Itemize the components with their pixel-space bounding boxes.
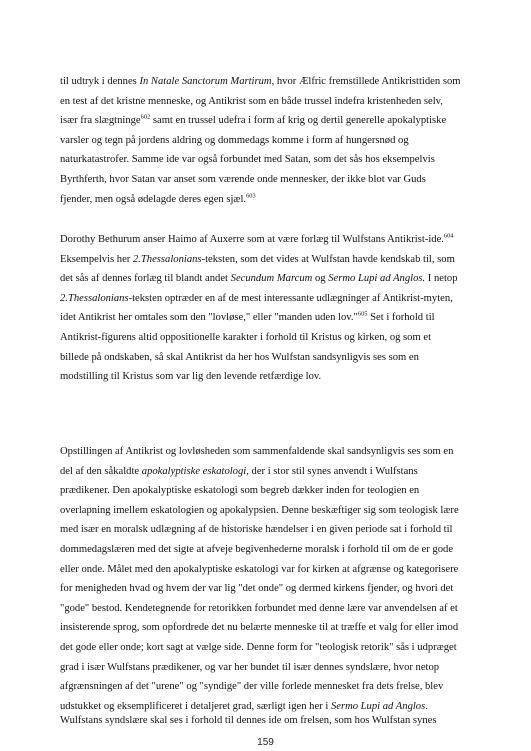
text-run: det sås af dennes forlæg til blandt andet — [60, 273, 231, 285]
footnote-marker: 604 — [443, 232, 454, 240]
text-run: billede på ondskaben, så skal Antikrist da her hos Wulfstan sandsynligvis ses som en — [60, 351, 419, 363]
text-run: fjender, men også ødelagde deres egen sjæl. — [60, 193, 247, 205]
italic-title: Secundum Marcum — [230, 273, 313, 285]
text-run: det gode eller onde; kort sagt at vælge side. Denne form for "teologisk retorik" sås i udpræget — [60, 641, 457, 653]
text-run: modstilling til Kristus som var lig den levende retfærdige lov. — [60, 371, 322, 383]
text-line — [60, 711, 486, 731]
text-line — [60, 599, 486, 619]
text-run: idet Antikrist her omtales som den "lovløse," eller "manden uden lov." — [60, 312, 358, 324]
italic-title: Sermo Lupi ad Anglos — [330, 700, 426, 712]
text-line — [60, 190, 486, 210]
paragraph — [60, 442, 486, 716]
text-run: især fra slægtninge — [60, 115, 141, 127]
footnote-marker: 605 — [357, 310, 368, 318]
text-run: overlapning imellem eskatologien og apokalypsien. Denne beskæftiger sig som teologisk lære — [60, 504, 459, 516]
text-line — [60, 520, 486, 540]
text-line — [60, 308, 486, 328]
paragraph — [60, 72, 486, 209]
text-run: -teksten, som det vides at Wulfstan havde kendskab til, som — [201, 253, 455, 265]
text-line — [60, 289, 486, 309]
text-line — [60, 462, 486, 482]
text-run: naturkatastrofer. Samme ide var også forbundet med Satan, som det sås hos eksempelvis — [60, 154, 435, 166]
text-line — [60, 150, 486, 170]
italic-title: 2.Thessalonians — [132, 253, 202, 265]
text-line — [60, 579, 486, 599]
text-run: varsler og tegn på jordens aldring og dommedags komme i form af hungersnød og — [60, 134, 409, 146]
text-run: I netop — [425, 273, 458, 285]
text-run: Byrthferth, hvor Satan var anset som værende onde mennesker, der ikke blot var Guds — [60, 173, 426, 185]
text-run: Eksempelvis her — [60, 253, 133, 265]
text-line — [60, 348, 486, 368]
text-line — [60, 230, 486, 250]
page-number: 159 — [257, 737, 274, 748]
text-run: dommedagslæren med det sigte at afveje begivenhederne moralsk i forhold til om de er gode — [60, 543, 454, 555]
text-run: Dorothy Bethurum anser Haimo af Auxerre som at være forlæg til Wulfstans Antikrist-ide. — [60, 234, 444, 245]
text-run: Wulfstans syndslære skal ses i forhold til dennes ide om frelsen, som hos Wulfstan synes — [60, 715, 437, 726]
italic-title: Sermo Lupi ad Anglos. — [328, 273, 426, 285]
text-run: Opstillingen af Antikrist og lovløsheden som sammenfaldende skal sandsynligvis ses som en — [60, 446, 454, 457]
text-line — [60, 328, 486, 348]
paragraph — [60, 230, 486, 387]
text-line — [60, 618, 486, 638]
text-run: . — [425, 700, 428, 712]
text-line — [60, 250, 486, 270]
text-run: hvor Ælfric fremstillede Antikristtiden som — [274, 76, 461, 87]
text-run: Antikrist-figurens altid oppositionelle karakter i forhold til Kristus og kirken, og som et — [60, 331, 432, 343]
text-run: eller onde. Målet med den apokalyptiske eskatologi var for kirken at afgrænse og kategorisere — [60, 563, 459, 575]
text-line — [60, 72, 486, 92]
text-run: grad i især Wulfstans prædikener, og var her bundet til især dennes syndslære, hvor netop — [60, 661, 440, 673]
text-line — [60, 638, 486, 658]
text-run: og — [312, 273, 329, 285]
text-run: Set i forhold til — [367, 312, 435, 324]
text-line — [60, 658, 486, 678]
text-line — [60, 131, 486, 151]
text-run: "gode" bestod. Kendetegnende for retorikken forbundet med denne lære var anvendelsen af et — [60, 602, 458, 614]
text-run: , der i stor stil synes anvendt i Wulfstans — [246, 465, 418, 477]
text-line — [60, 540, 486, 560]
italic-title: 2.Thessalonians — [60, 292, 129, 304]
text-line — [60, 367, 486, 387]
text-run: del af den såkaldte — [60, 465, 142, 477]
footnote-marker: 602 — [140, 113, 151, 121]
text-line — [60, 560, 486, 580]
text-run: samt en trussel udefra i form af krig og dertil generelle apokalyptiske — [150, 115, 447, 127]
text-run: udstukket og eksemplificeret i detaljeret grad, særligt igen her i — [60, 700, 331, 712]
text-line — [60, 442, 486, 462]
italic-title: apokalyptiske eskatologi — [141, 465, 247, 477]
text-run: -teksten optræder en af de mest interessante udlægninger af Antikrist-myten, — [128, 292, 453, 304]
text-run: afgrænsningen af det "urene" og "syndige" der ville forlede mennesket fra dets frelse, blev — [60, 681, 444, 693]
text-run: prædikener. Den apokalyptiske eskatologi som begreb dækker inden for teologien en — [60, 485, 420, 497]
text-run: en test af det kristne menneske, og Antikrist som en både trussel indefra kristenheden selv, — [60, 95, 443, 107]
text-line — [60, 677, 486, 697]
text-line — [60, 170, 486, 190]
text-line — [60, 92, 486, 112]
text-run: insisterende sprog, som opfordrede det nu belærte menneske til at træffe et valg for eller imod — [60, 622, 459, 634]
text-run: for menigheden hvad og hvem der var lig "det onde" og dermed kirkens fjender, og hvori det — [60, 583, 454, 595]
footnote-marker: 603 — [246, 192, 256, 200]
text-line — [60, 501, 486, 521]
italic-title: In Natale Sanctorum Martirum, — [139, 76, 275, 87]
text-run: til udtryk i dennes — [60, 76, 140, 87]
paragraph — [60, 711, 486, 731]
text-line — [60, 481, 486, 501]
text-line — [60, 111, 486, 131]
text-run: med især en moralsk udlægning af de historiske hændelser i en given periode sat i forhold til — [60, 524, 453, 536]
text-line — [60, 269, 486, 289]
